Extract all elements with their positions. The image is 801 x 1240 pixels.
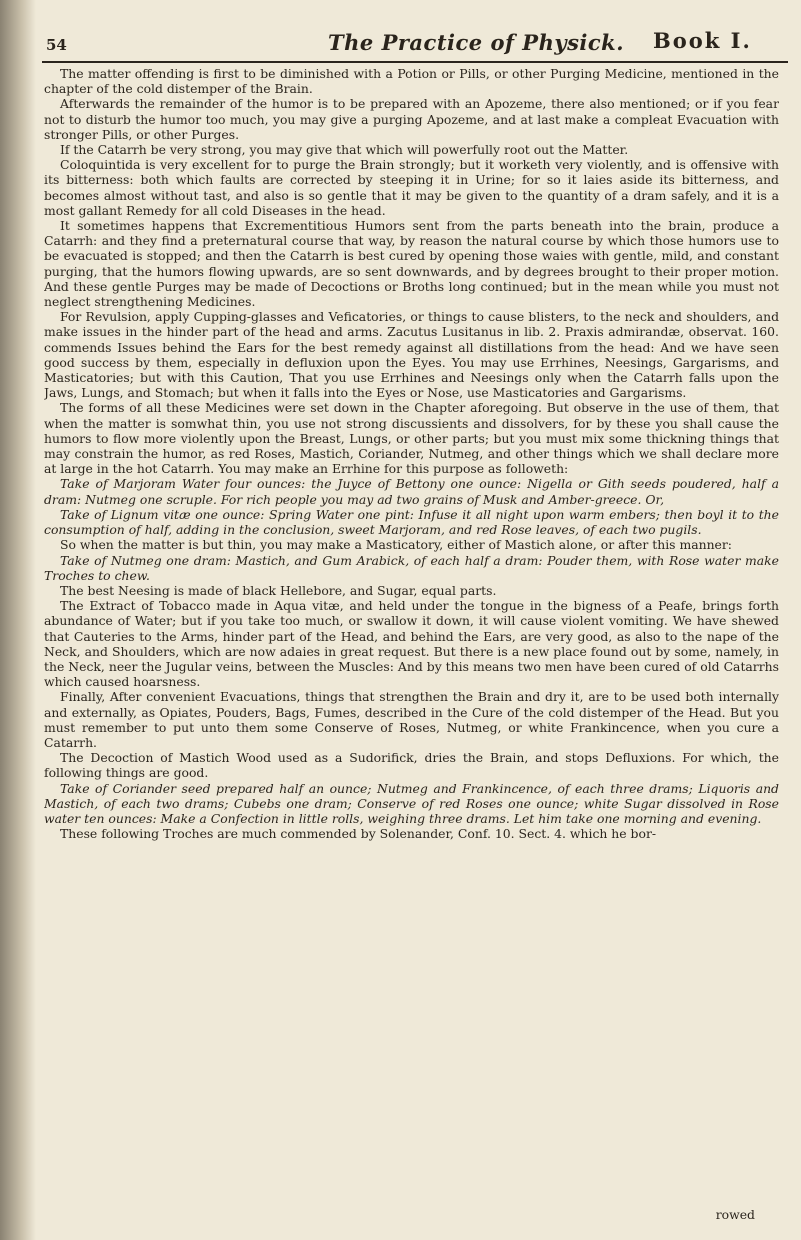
recipe-paragraph: Take of Coriander seed prepared half an ounce; Nutmeg and Frankincence, of each three drams; Liquoris and Mastich, of each two drams; Cubebs one dram; Conserve of red Roses one ounce; white Sugar dissolved in Rose water ten ounces: Make a Confection in little rolls, weighing three drams. Let him take one morning and evening.: [44, 780, 779, 826]
text-column: [44, 66, 779, 841]
body-paragraph: These following Troches are much commended by Solenander, Conf. 10. Sect. 4. which he bor-: [60, 826, 657, 842]
body-paragraph: So when the matter is but thin, you may make a Masticatory, either of Mastich alone, or after this manner:: [60, 537, 732, 553]
book-gutter-shadow: [0, 0, 36, 1240]
book-label: Book I.: [653, 28, 752, 53]
body-paragraph: If the Catarrh be very strong, you may give that which will powerfully root out the Matter.: [60, 142, 629, 158]
page-header: [28, 6, 788, 64]
body-paragraph: The Extract of Tobacco made in Aqua vitæ, and held under the tongue in the bigness of a Peafe, brings forth abundance of Water; but if you take too much, or swallow it down, it will cause violent vomiting. We have shewed that Cauteries to the Arms, hinder part of the Head, and behind the Ears, are very good, as also to the nape of the Neck, and Shoulders, which are now adaies in great request. But there is a new place found out by some, namely, in the Neck, neer the Jugular veins, between the Muscles: And by this means two men have been cured of old Catarrhs which caused hoarsness.: [44, 598, 779, 690]
recipe-paragraph: Take of Lignum vitæ one ounce: Spring Water one pint: Infuse it all night upon warm embers; then boyl it to the consumption of half, adding in the conclusion, sweet Marjoram, and red Rose leaves, of each two pugils.: [44, 506, 779, 538]
body-paragraph: Coloquintida is very excellent for to purge the Brain strongly; but it worketh very violently, and is offensive with its bitterness: both which faults are corrected by steeping it in Urine; for so it laies aside its bitterness, and becomes almost without tast, and also is so gentle that it may be given to the quantity of a dram safely, and it is a most gallant Remedy for all cold Diseases in the head.: [44, 157, 779, 218]
body-paragraph: The Decoction of Mastich Wood used as a Sudorifick, dries the Brain, and stops Defluxions. For which, the following things are good.: [44, 750, 779, 781]
page-number: 54: [46, 36, 67, 54]
header-rule: [42, 61, 788, 63]
body-paragraph: It sometimes happens that Excrementitious Humors sent from the parts beneath into the brain, produce a Catarrh: and they find a preternatural course that way, by reason the natural course by which those humors use to be evacuated is stopped; and then the Catarrh is best cured by opening those waies with gentle, mild, and constant purging, that the humors flowing upwards, are so sent downwards, and by degrees brought to their proper motion. And these gentle Purges may be made of Decoctions or Broths long continued; but in the mean while you must not neglect strengthening Medicines.: [44, 218, 779, 310]
body-paragraph: Finally, After convenient Evacuations, things that strengthen the Brain and dry it, are to be used both internally and externally, as Opiates, Pouders, Bags, Fumes, described in the Cure of the cold distemper of the Head. But you must remember to put unto them some Conserve of Roses, Nutmeg, or white Frankincence, when you cure a Catarrh.: [44, 689, 779, 750]
page-body: [44, 66, 779, 1226]
body-paragraph: The matter offending is first to be diminished with a Potion or Pills, or other Purging Medicine, mentioned in the chapter of the cold distemper of the Brain.: [44, 66, 779, 97]
body-paragraph: Afterwards the remainder of the humor is to be prepared with an Apozeme, there also mentioned; or if you fear not to disturb the humor too much, you may give a purging Apozeme, and at last make a compleat Evacuation with stronger Pills, or other Purges.: [44, 96, 779, 142]
body-paragraph: The forms of all these Medicines were set down in the Chapter aforegoing. But observe in the use of them, that when the matter is somwhat thin, you use not strong discussients and dissolvers, for by these you shall cause the humors to flow more violently upon the Breast, Lungs, or other parts; but you must mix some thickning things that may constrain the humor, as red Roses, Mastich, Coriander, Nutmeg, and other things which we shall declare more at large in the hot Catarrh. You may make an Errhine for this purpose as followeth:: [44, 400, 779, 477]
body-paragraph: For Revulsion, apply Cupping-glasses and Veficatories, or things to cause blisters, to the neck and shoulders, and make issues in the hinder part of the head and arms. Zacutus Lusitanus in lib. 2. Praxis admirandæ, observat. 160. commends Issues behind the Ears for the best remedy against all distillations from the head: And we have seen good success by them, especially in defluxion upon the Eyes. You may use Errhines, Neesings, Gargarisms, and Masticatories; but with this Caution, That you use Errhines and Neesings only when the Catarrh falls upon the Jaws, Lungs, and Stomach; but when it falls into the Eyes or Nose, use Masticatories and Gargarisms.: [44, 309, 779, 401]
catchword: rowed: [715, 1207, 755, 1222]
recipe-paragraph: Take of Nutmeg one dram: Mastich, and Gum Arabick, of each half a dram: Pouder them, with Rose water make Troches to chew.: [44, 552, 779, 583]
recipe-paragraph: Take of Marjoram Water four ounces: the Juyce of Bettony one ounce: Nigella or Gith seeds poudered, half a dram: Nutmeg one scruple. For rich people you may ad two grains of Musk and Amber-greece. Or,: [44, 476, 779, 507]
running-title: The Practice of Physick.: [328, 30, 625, 55]
body-paragraph: The best Neesing is made of black Hellebore, and Sugar, equal parts.: [60, 582, 497, 598]
